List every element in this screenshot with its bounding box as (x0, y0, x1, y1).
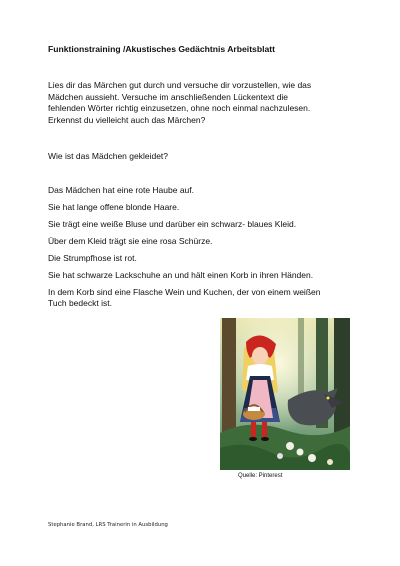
worksheet-title: Funktionstraining /Akustisches Gedächtnis Arbeitsblatt (48, 44, 275, 54)
instructions-line: Mädchen aussieht. Versuche im anschließenden Lückentext die (48, 91, 289, 102)
image-caption: Quelle: Pinterest (238, 473, 283, 479)
fairytale-illustration (220, 318, 350, 470)
description-line: Das Mädchen hat eine rote Haube auf. (48, 185, 195, 195)
instructions-line: Erkennst du vielleicht auch das Märchen? (48, 114, 206, 125)
description-line: Die Strumpfhose ist rot. (48, 253, 137, 263)
description-line: In dem Korb sind eine Flasche Wein und Kuchen, der von einem weißen (48, 287, 321, 297)
description-line: Tuch bedeckt ist. (48, 298, 112, 308)
description-line: Über dem Kleid trägt sie eine rosa Schürze. (48, 236, 213, 246)
instructions-line: fehlenden Wörter richtig einzusetzen, ohne noch einmal nachzulesen. (48, 103, 311, 113)
instructions-line: Lies dir das Märchen gut durch und versuche dir vorzustellen, wie das (48, 80, 312, 90)
instructions-paragraph (48, 80, 368, 126)
footer-author: Stephanie Brand, LRS Trainerin in Ausbildung (48, 522, 168, 528)
description-line: Sie hat lange offene blonde Haare. (48, 202, 180, 212)
question-heading: Wie ist das Mädchen gekleidet? (48, 151, 169, 161)
description-line: Sie trägt eine weiße Bluse und darüber ein schwarz- blaues Kleid. (48, 219, 297, 229)
description-line: Sie hat schwarze Lackschuhe an und hält einen Korb in ihren Händen. (48, 270, 314, 280)
